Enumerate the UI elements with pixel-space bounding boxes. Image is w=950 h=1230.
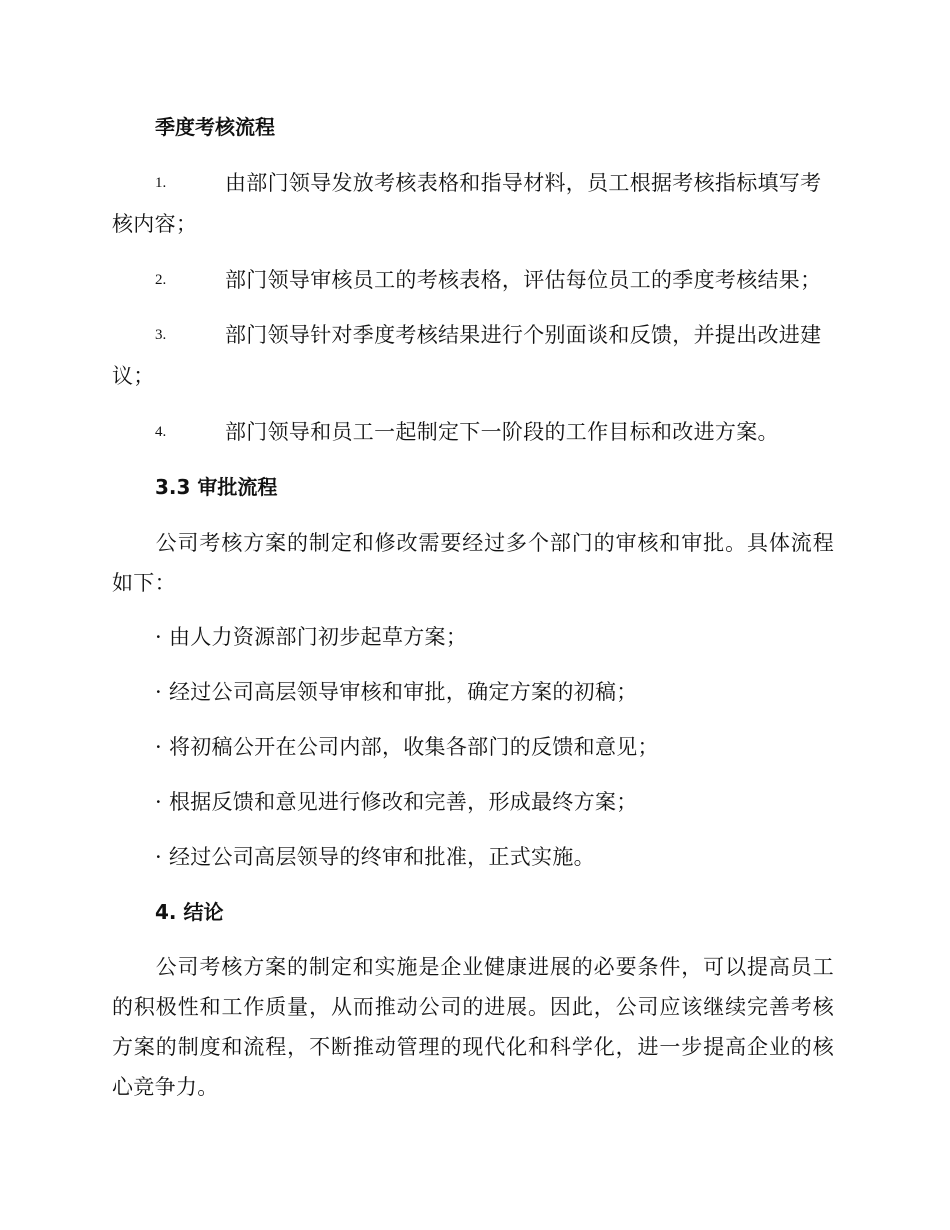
- section-heading-conclusion: 4. 结论: [155, 900, 224, 924]
- list-item-text-continuation: 核内容；: [112, 212, 198, 236]
- list-item-text: 部门领导针对季度考核结果进行个别面谈和反馈，并提出改进建: [225, 323, 822, 347]
- list-item-text: 部门领导审核员工的考核表格，评估每位员工的季度考核结果；: [225, 268, 822, 292]
- bullet-item: · 经过公司高层领导审核和审批，确定方案的初稿；: [155, 680, 638, 704]
- conclusion-text: 公司考核方案的制定和实施是企业健康进展的必要条件，可以提高员工的积极性和工作质量，从而推动公司的进展。因此，公司应该继续完善考核方案的制度和流程，不断推动管理的现代化和科学化，进一步提高企业的核心竞争力。: [112, 955, 834, 1099]
- approval-intro-paragraph: [112, 523, 834, 603]
- list-item-number: 2.: [155, 272, 167, 288]
- list-item-number: 1.: [155, 175, 167, 191]
- approval-intro-text: 公司考核方案的制定和修改需要经过多个部门的审核和审批。具体流程如下：: [112, 531, 834, 595]
- list-item-text: 部门领导和员工一起制定下一阶段的工作目标和改进方案。: [225, 420, 779, 444]
- bullet-item: · 经过公司高层领导的终审和批准，正式实施。: [155, 845, 595, 869]
- list-item-number: 4.: [155, 424, 167, 440]
- section-heading-approval: 3.3 审批流程: [155, 475, 278, 499]
- conclusion-paragraph: [112, 947, 834, 1107]
- list-item-text-continuation: 议；: [112, 364, 155, 388]
- section-heading-quarterly: 季度考核流程: [155, 115, 275, 139]
- bullet-item: · 将初稿公开在公司内部，收集各部门的反馈和意见；: [155, 735, 659, 759]
- bullet-item: · 根据反馈和意见进行修改和完善，形成最终方案；: [155, 790, 638, 814]
- bullet-item: · 由人力资源部门初步起草方案；: [155, 625, 468, 649]
- list-item-number: 3.: [155, 327, 167, 343]
- list-item-text: 由部门领导发放考核表格和指导材料，员工根据考核指标填写考: [225, 171, 822, 195]
